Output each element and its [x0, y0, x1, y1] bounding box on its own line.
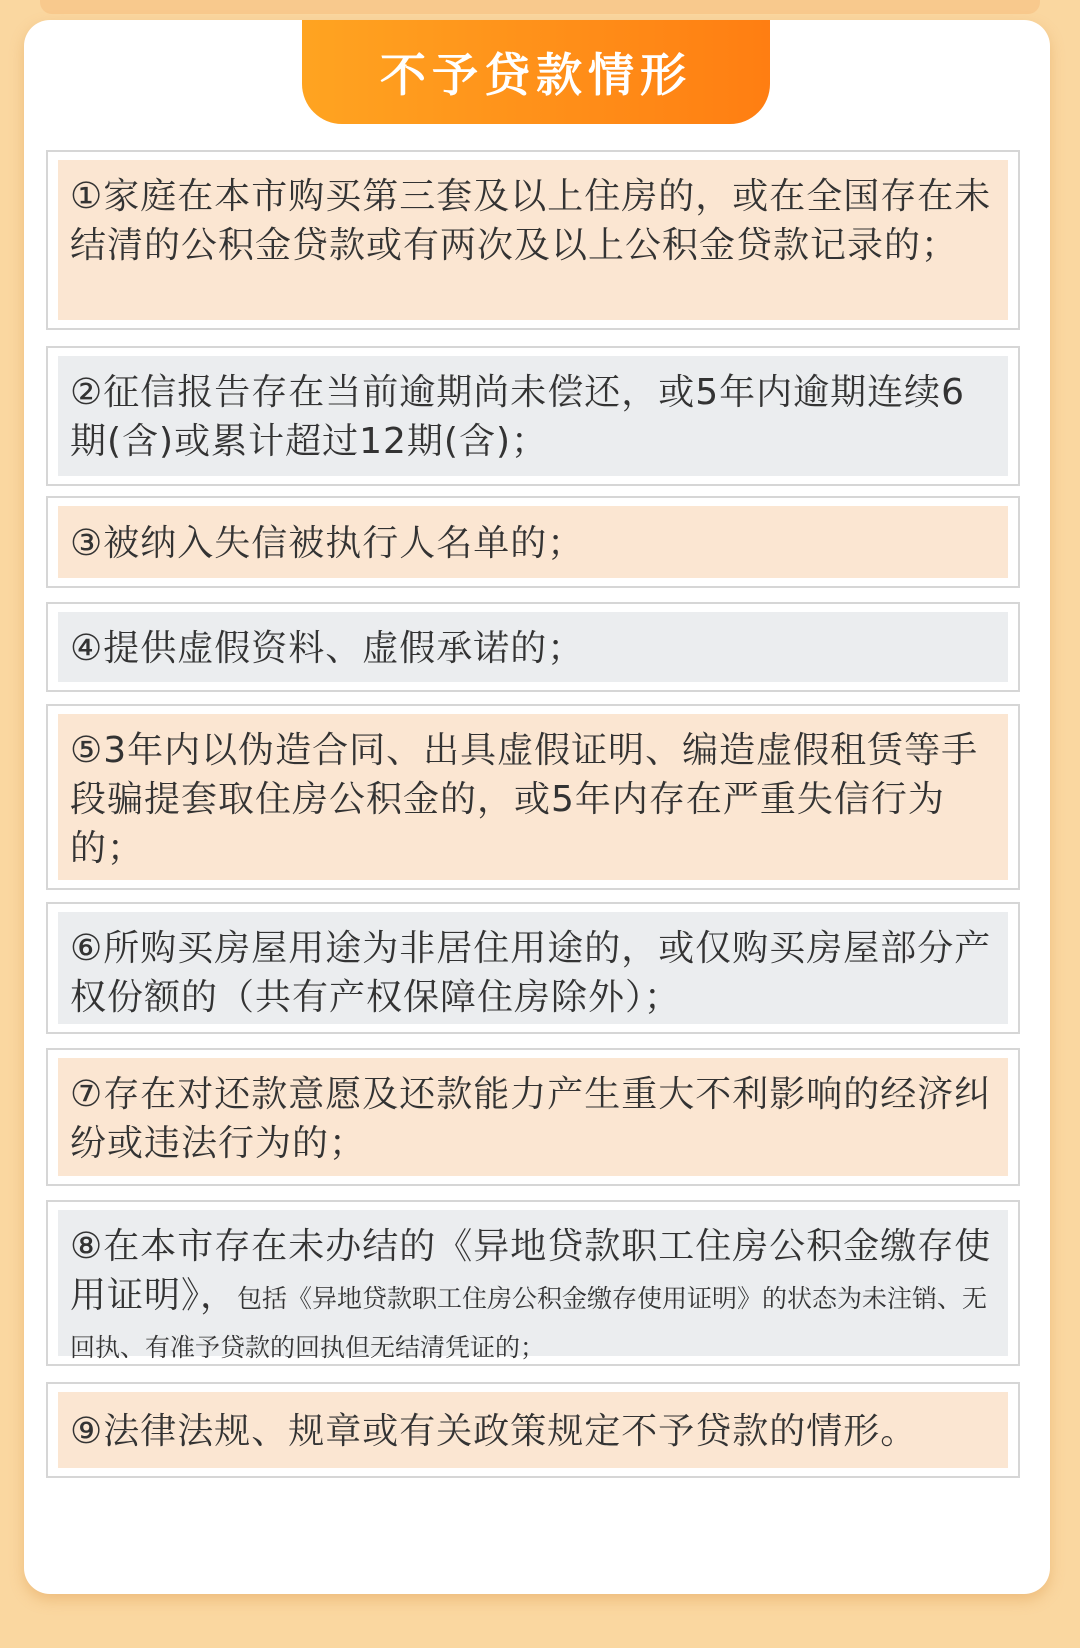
list-item-2-text: ②征信报告存在当前逾期尚未偿还，或5年内逾期连续6期(含)或累计超过12期(含)；: [58, 356, 1008, 476]
list-item-6: [46, 902, 1020, 1034]
list-item-9: [46, 1382, 1020, 1478]
list-item-8: [46, 1200, 1020, 1366]
list-item-2: [46, 346, 1020, 486]
list-item-4: [46, 602, 1020, 692]
list-item-7-text: ⑦存在对还款意愿及还款能力产生重大不利影响的经济纠纷或违法行为的；: [58, 1058, 1008, 1176]
list-item-9-text: ⑨法律法规、规章或有关政策规定不予贷款的情形。: [58, 1392, 1008, 1468]
list-item-8-text: ⑧在本市存在未办结的《异地贷款职工住房公积金缴存使用证明》，: [70, 1226, 992, 1316]
list-item-8-note: 包括《异地贷款职工住房公积金缴存使用证明》的状态为未注销、无回执、有准予贷款的回执但无结清凭证的；: [70, 1284, 988, 1362]
list-item-1: [46, 150, 1020, 330]
list-item-8-content: [58, 1210, 1008, 1362]
list-item-3: [46, 496, 1020, 588]
top-decoration-strip: [40, 0, 1040, 14]
list-item-5-text: ⑤3年内以伪造合同、出具虚假证明、编造虚假租赁等手段骗提套取住房公积金的，或5年内存在严重失信行为的；: [58, 714, 1008, 880]
list-item-6-text: ⑥所购买房屋用途为非居住用途的，或仅购买房屋部分产权份额的（共有产权保障住房除外）；: [58, 912, 1008, 1024]
list-item-7: [46, 1048, 1020, 1186]
list-item-1-text: ①家庭在本市购买第三套及以上住房的，或在全国存在未结清的公积金贷款或有两次及以上公积金贷款记录的；: [58, 160, 1008, 320]
list-item-5: [46, 704, 1020, 890]
section-title: [302, 20, 770, 124]
list-item-4-text: ④提供虚假资料、虚假承诺的；: [58, 612, 1008, 682]
list-item-3-text: ③被纳入失信被执行人名单的；: [58, 506, 1008, 578]
section-title-text: 不予贷款情形: [380, 48, 692, 102]
